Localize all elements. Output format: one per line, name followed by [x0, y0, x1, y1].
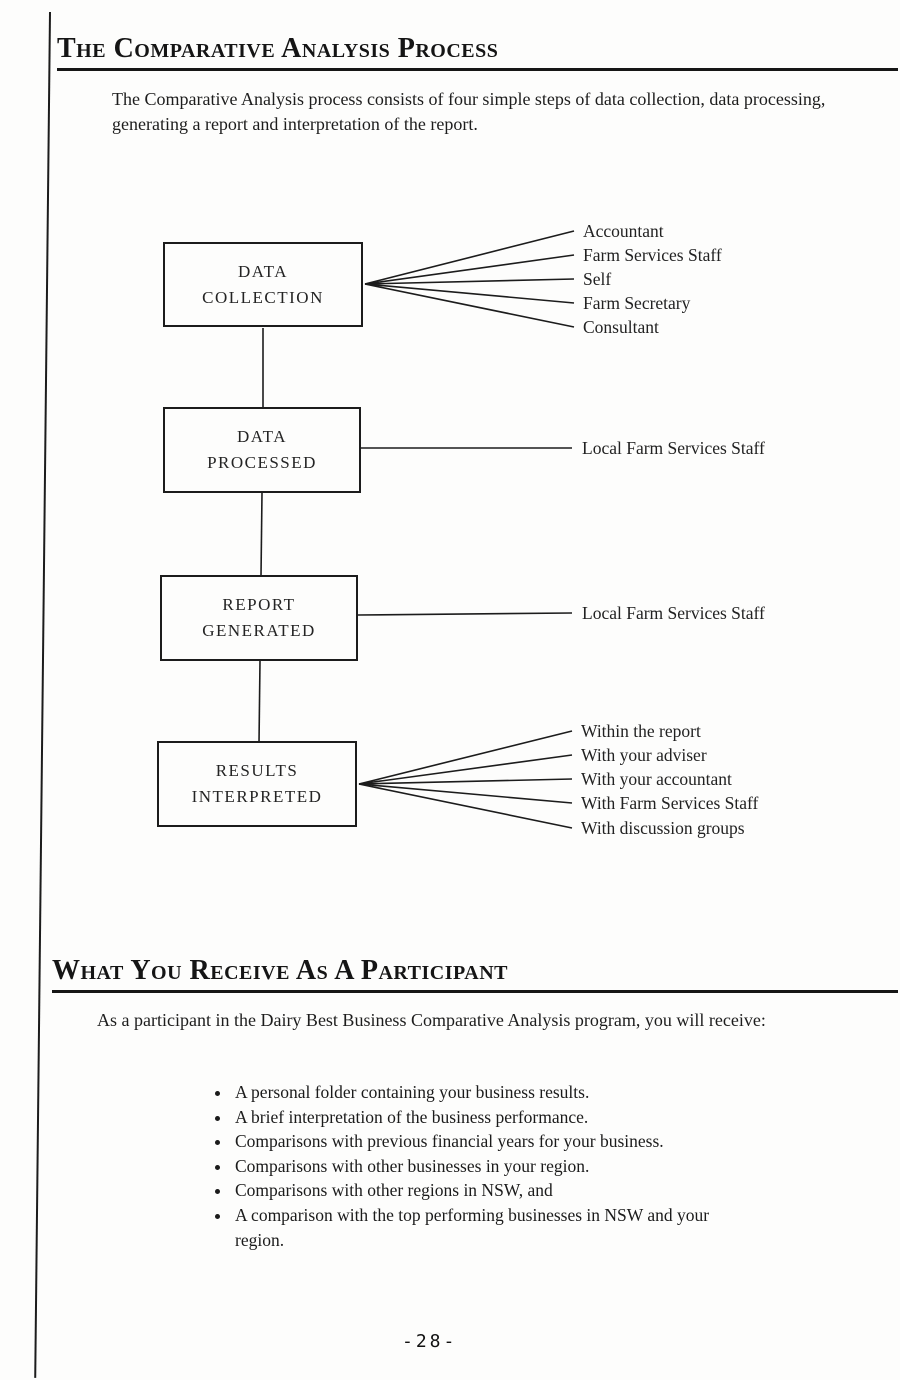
list-item: • A brief interpretation of the business performance.	[232, 1105, 732, 1130]
flow-output-label: With discussion groups	[581, 818, 745, 838]
list-item: • A comparison with the top performing businesses in NSW and your region.	[232, 1203, 732, 1252]
receive-bullet-list	[202, 1080, 732, 1252]
flow-output-label: With Farm Services Staff	[581, 793, 759, 813]
flow-box-data-processed	[163, 407, 361, 493]
flow-box-label: DATA COLLECTION	[202, 261, 324, 307]
process-intro-paragraph: The Comparative Analysis process consists of four simple steps of data collection, data processing, generating a report and interpretation of the report.	[112, 89, 826, 134]
flow-output-label: Consultant	[583, 317, 659, 337]
section-heading-what-you-receive: What You Receive As A Participant	[52, 956, 898, 993]
flow-box-results-interpreted	[157, 741, 357, 827]
flow-output-label: Within the report	[581, 721, 701, 741]
flow-output-label: Accountant	[583, 221, 664, 241]
flow-box-data-collection	[163, 242, 363, 327]
flow-output-label: Local Farm Services Staff	[582, 438, 765, 458]
flow-output-label: Self	[583, 269, 612, 289]
flow-output-label: Local Farm Services Staff	[582, 603, 765, 623]
flow-output-label: Farm Services Staff	[583, 245, 722, 265]
flow-box-label: REPORT GENERATED	[202, 595, 316, 640]
flow-output-label: Farm Secretary	[583, 293, 691, 313]
list-item: • Comparisons with other regions in NSW, and	[232, 1178, 732, 1203]
flow-output-label: With your adviser	[581, 745, 707, 765]
flow-box-label: RESULTS INTERPRETED	[191, 761, 323, 806]
flow-box-report-generated	[160, 575, 358, 661]
section-heading-comparative-analysis-process: The Comparative Analysis Process	[57, 34, 898, 71]
list-item: • Comparisons with other businesses in your region.	[232, 1154, 732, 1179]
list-item: • A personal folder containing your business results.	[232, 1080, 732, 1105]
flow-box-label: DATA PROCESSED	[207, 427, 317, 472]
participant-intro-paragraph: As a participant in the Dairy Best Business Comparative Analysis program, you will receive:	[97, 1010, 766, 1030]
list-item: • Comparisons with previous financial years for your business.	[232, 1129, 732, 1154]
page-number: -28-	[402, 1331, 458, 1352]
flow-output-label: With your accountant	[581, 769, 732, 789]
